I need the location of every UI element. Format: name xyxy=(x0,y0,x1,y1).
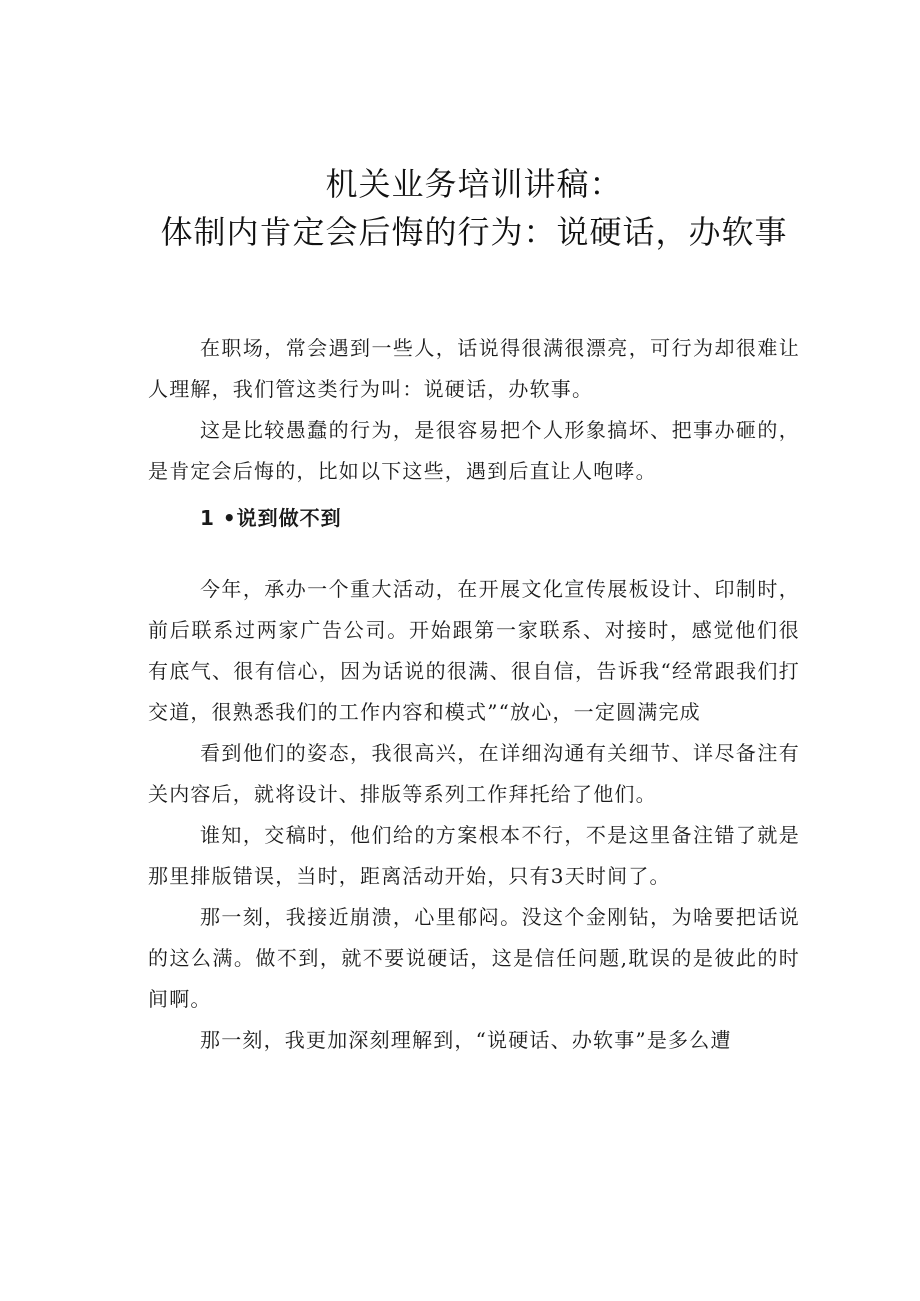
section1-paragraph-1: 今年，承办一个重大活动，在开展文化宣传展板设计、印制时，前后联系过两家广告公司。开始跟第一家联系、对接时，感觉他们很有底气、很有信心，因为话说的很满、很自信，告诉我“经常跟我们打交道，很熟悉我们的工作内容和模式”“放心，一定圆满完成 xyxy=(148,577,800,724)
document-body xyxy=(148,328,800,1061)
section1-paragraph-4: 那一刻，我接近崩溃，心里郁闷。没这个金刚钻，为啥要把话说的这么满。做不到，就不要说硬话，这是信任问题,耽误的是彼此的时间啊。 xyxy=(148,905,800,1011)
document-title-line1: 机关业务培训讲稿： xyxy=(325,165,623,203)
section-heading-1: 1 •说到做不到 xyxy=(200,506,342,530)
intro-paragraph-2: 这是比较愚蠢的行为，是很容易把个人形象搞坏、把事办砸的，是肯定会后悔的，比如以下这些，遇到后直让人咆哮。 xyxy=(148,418,800,483)
section1-paragraph-3: 谁知，交稿时，他们给的方案根本不行，不是这里备注错了就是那里排版错误，当时，距离活动开始，只有3天时间了。 xyxy=(148,823,800,888)
section1-paragraph-5: 那一刻，我更加深刻理解到，“说硬话、办软事”是多么遭 xyxy=(200,1028,732,1052)
document-title-line2: 体制内肯定会后悔的行为：说硬话，办软事 xyxy=(160,213,788,251)
document-page xyxy=(148,160,800,1061)
section1-paragraph-2: 看到他们的姿态，我很高兴，在详细沟通有关细节、详尽备注有关内容后，就将设计、排版等系列工作拜托给了他们。 xyxy=(148,741,800,806)
intro-paragraph-1: 在职场，常会遇到一些人，话说得很满很漂亮，可行为却很难让人理解，我们管这类行为叫：说硬话，办软事。 xyxy=(148,336,800,401)
